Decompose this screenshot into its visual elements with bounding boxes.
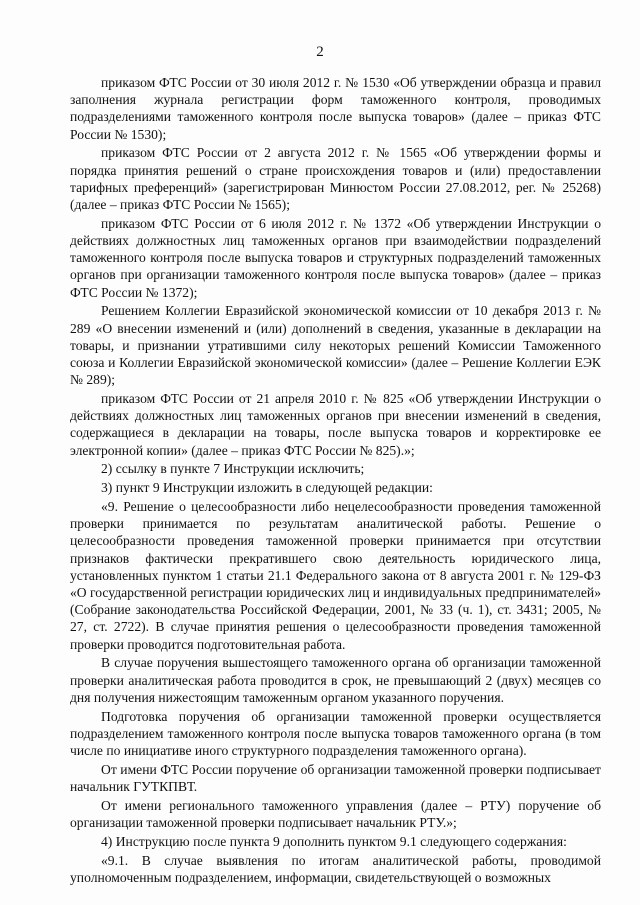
paragraph-clause-9-superior-order: В случае поручения вышестоящего таможенного органа об организации таможенной проверки аналитическая работа проводится в срок, не превышающий 2 (двух) месяцев со дня получения нижестоящим таможенным органом указанного поручения. — [70, 655, 601, 705]
paragraph-item-3: 3) пункт 9 Инструкции изложить в следующей редакции: — [101, 480, 433, 496]
paragraph-clause-9-fts-signature: От имени ФТС России поручение об организации таможенной проверки подписывает начальник ГУТКПВТ. — [70, 761, 601, 795]
page-number: 2 — [316, 44, 324, 60]
paragraph-eec-decision-289: Решением Коллегии Евразийской экономической комиссии от 10 декабря 2013 г. № 289 «О внесении изменений и (или) дополнений в сведения, указанные в декларации на товары, и признании утратившими силу некоторых решений Комиссии Таможенного союза и Коллегии Евразийской экономической комиссии» (далее – Решение Коллегии ЕЭК № 289); — [70, 303, 601, 388]
paragraph-order-1565: приказом ФТС России от 2 августа 2012 г. № 1565 «Об утверждении формы и порядка принятия решений о стране происхождения товаров и (или) предоставлении тарифных преференций» (зарегистрирован Минюстом России 27.08.2012, рег. № 25268) (далее – приказ ФТС России № 1565); — [70, 145, 601, 213]
paragraph-clause-9-rtu-signature: От имени регионального таможенного управления (далее – РТУ) поручение об организации таможенной проверки подписывает начальник РТУ.»; — [70, 797, 601, 831]
document-body — [70, 74, 601, 888]
paragraph-order-1530: приказом ФТС России от 30 июля 2012 г. № 1530 «Об утверждении образца и правил заполнения журнала регистрации форм таможенного контроля, проводимых подразделениями таможенного контроля после выпуска товаров» (далее – приказ ФТС России № 1530); — [70, 75, 601, 142]
paragraph-clause-9-1: «9.1. В случае выявления по итогам аналитической работы, проводимой уполномоченным подразделением, информации, свидетельствующей о возможных — [70, 852, 601, 885]
paragraph-item-4: 4) Инструкцию после пункта 9 дополнить пунктом 9.1 следующего содержания: — [101, 833, 567, 849]
paragraph-clause-9: «9. Решение о целесообразности либо нецелесообразности проведения таможенной проверки принимается по результатам аналитической работы. Решение о целесообразности проведения таможенной проверки принимается при отсутствии признаков фактически прекратившего свою деятельность юридического лица, установленных пунктом 1 статьи 21.1 Федерального закона от 8 августа 2001 г. № 129-ФЗ «О государственной регистрации юридических лиц и индивидуальных предпринимателей» (Собрание законодательства Российской Федерации, 2001, № 33 (ч. 1), ст. 3431; 2005, № 27, ст. 2722). В случае принятия решения о целесообразности проведения таможенной проверки проводится подготовительная работа. — [70, 499, 601, 652]
paragraph-clause-9-preparation: Подготовка поручения об организации таможенной проверки осуществляется подразделением таможенного контроля после выпуска товаров таможенного органа (в том числе по инициативе иного структурного подразделения таможенного органа). — [70, 708, 601, 759]
paragraph-item-2: 2) ссылку в пункте 7 Инструкции исключить; — [101, 461, 365, 477]
paragraph-order-825: приказом ФТС России от 21 апреля 2010 г. № 825 «Об утверждении Инструкции о действиях должностных лиц таможенных органов при внесении изменений в сведения, содержащиеся в декларации на товары, после выпуска товаров и корректировке ее электронной копии» (далее – приказ ФТС России № 825).»; — [70, 391, 601, 458]
paragraph-order-1372: приказом ФТС России от 6 июля 2012 г. № 1372 «Об утверждении Инструкции о действиях должностных лиц таможенных органов при взаимодействии подразделений таможенного контроля после выпуска товаров и структурных подразделений таможенных органов при организации таможенного контроля после выпуска товаров» (далее – приказ ФТС России № 1372); — [70, 215, 601, 300]
